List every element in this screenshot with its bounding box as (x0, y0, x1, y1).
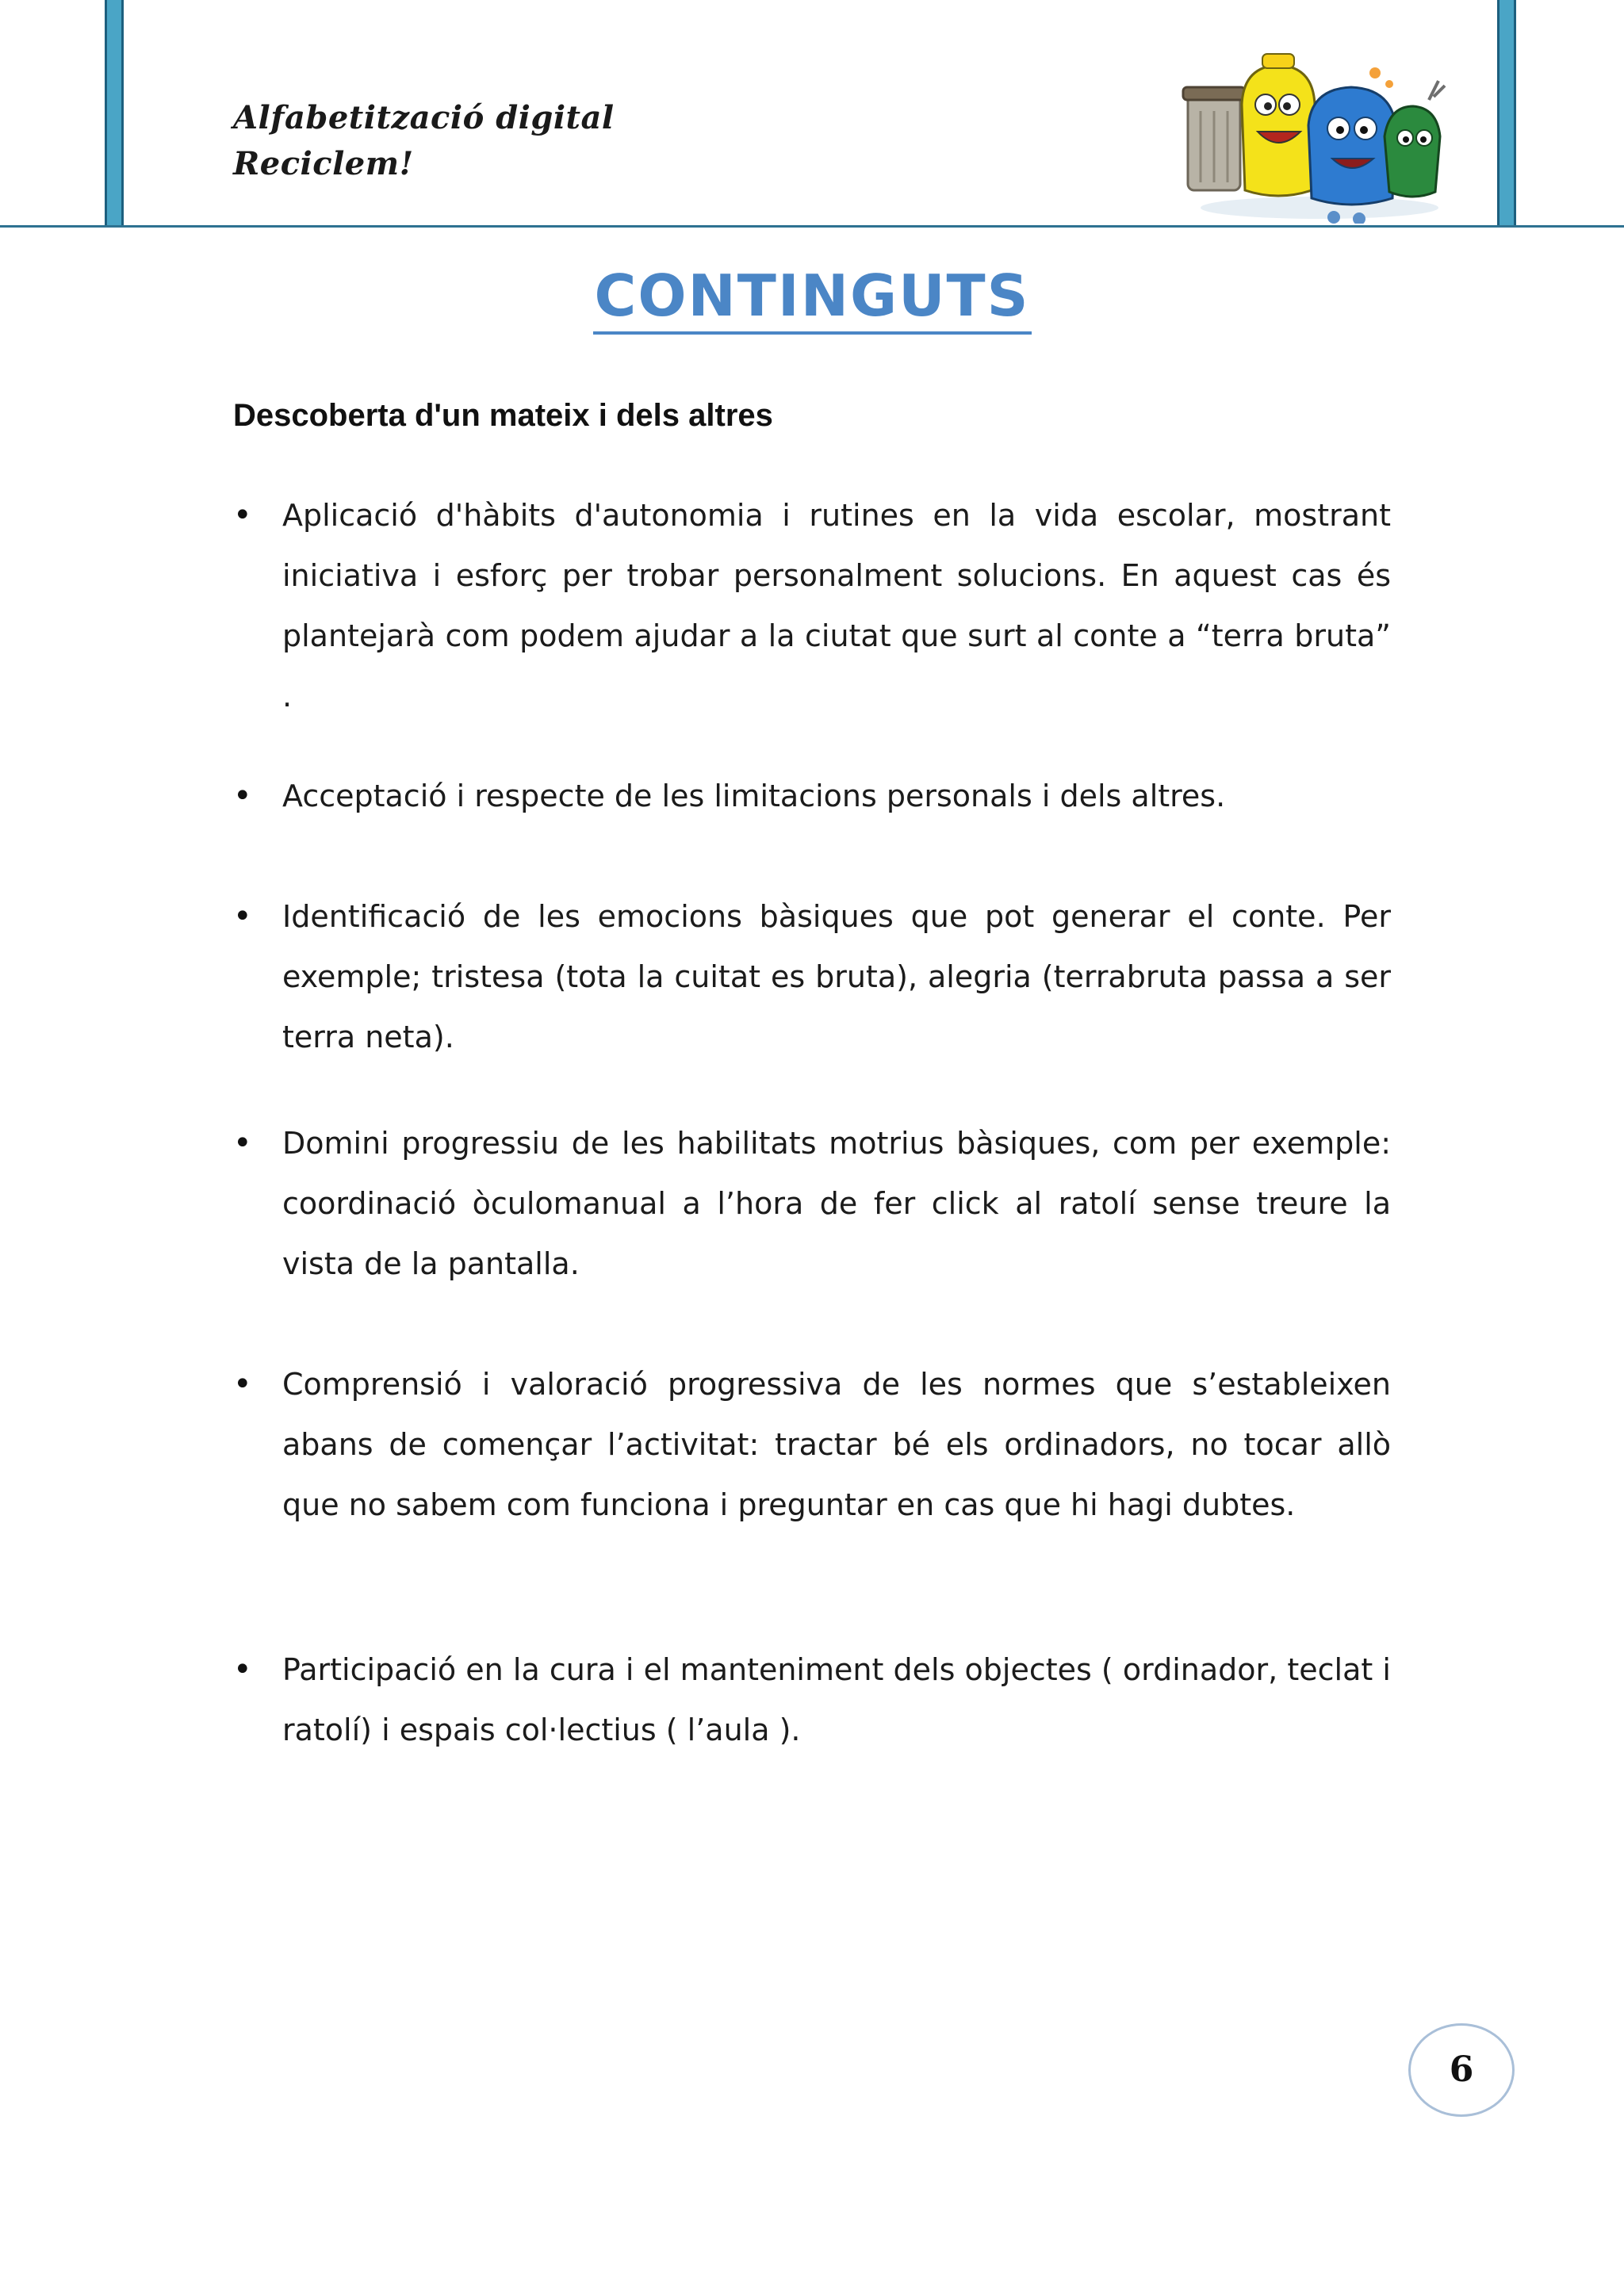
bullet-icon: • (233, 497, 252, 534)
list-item (233, 766, 1391, 826)
bullet-icon: • (233, 1125, 252, 1161)
header-line-1: Alfabetització digital (233, 99, 615, 136)
header-line-2: Reciclem! (233, 145, 414, 182)
list-item (233, 485, 1391, 726)
list-item-text: Domini progressiu de les habilitats motrius bàsiques, com per exemple: coordinació òculomanual a l’hora de fer click al ratolí sense treure la vista de la pantalla. (282, 1126, 1391, 1281)
bullet-icon: • (233, 898, 252, 935)
list-item (233, 886, 1391, 1067)
bullet-icon: • (233, 778, 252, 814)
running-header (233, 95, 615, 187)
header-rule (0, 225, 1624, 228)
page-title-wrap (0, 262, 1624, 335)
page-number: 6 (1449, 2049, 1474, 2090)
section-heading: Descoberta d'un mateix i dels altres (233, 398, 773, 433)
page-title: CONTINGUTS (593, 262, 1032, 335)
header-right-bar (1497, 0, 1516, 227)
list-item-text: Acceptació i respecte de les limitacions personals i dels altres. (282, 779, 1226, 813)
recycling-bins-mascot-icon (1177, 49, 1446, 224)
bullet-icon: • (233, 1651, 252, 1688)
list-item-text: Aplicació d'hàbits d'autonomia i rutines en la vida escolar, mostrant iniciativa i esforç per trobar personalment solucions. En aquest cas és plantejarà com podem ajudar a la ciutat que surt al conte a “terra bruta” . (282, 498, 1391, 714)
list-item (233, 1640, 1391, 1760)
list-item (233, 1113, 1391, 1294)
list-item-text: Identificació de les emocions bàsiques que pot generar el conte. Per exemple; tristesa (tota la cuitat es bruta), alegria (terrabruta passa a ser terra neta). (282, 899, 1391, 1054)
bullet-icon: • (233, 1366, 252, 1402)
list-item-text: Comprensió i valoració progressiva de les normes que s’estableixen abans de començar l’activitat: tractar bé els ordinadors, no tocar allò que no sabem com funciona i preguntar en cas que hi hagi dubtes. (282, 1367, 1391, 1522)
header-left-bar (105, 0, 124, 227)
list-item (233, 1354, 1391, 1535)
list-item-text: Participació en la cura i el manteniment dels objectes ( ordinador, teclat i ratolí) i espais col·lectius ( l’aula ). (282, 1652, 1391, 1747)
